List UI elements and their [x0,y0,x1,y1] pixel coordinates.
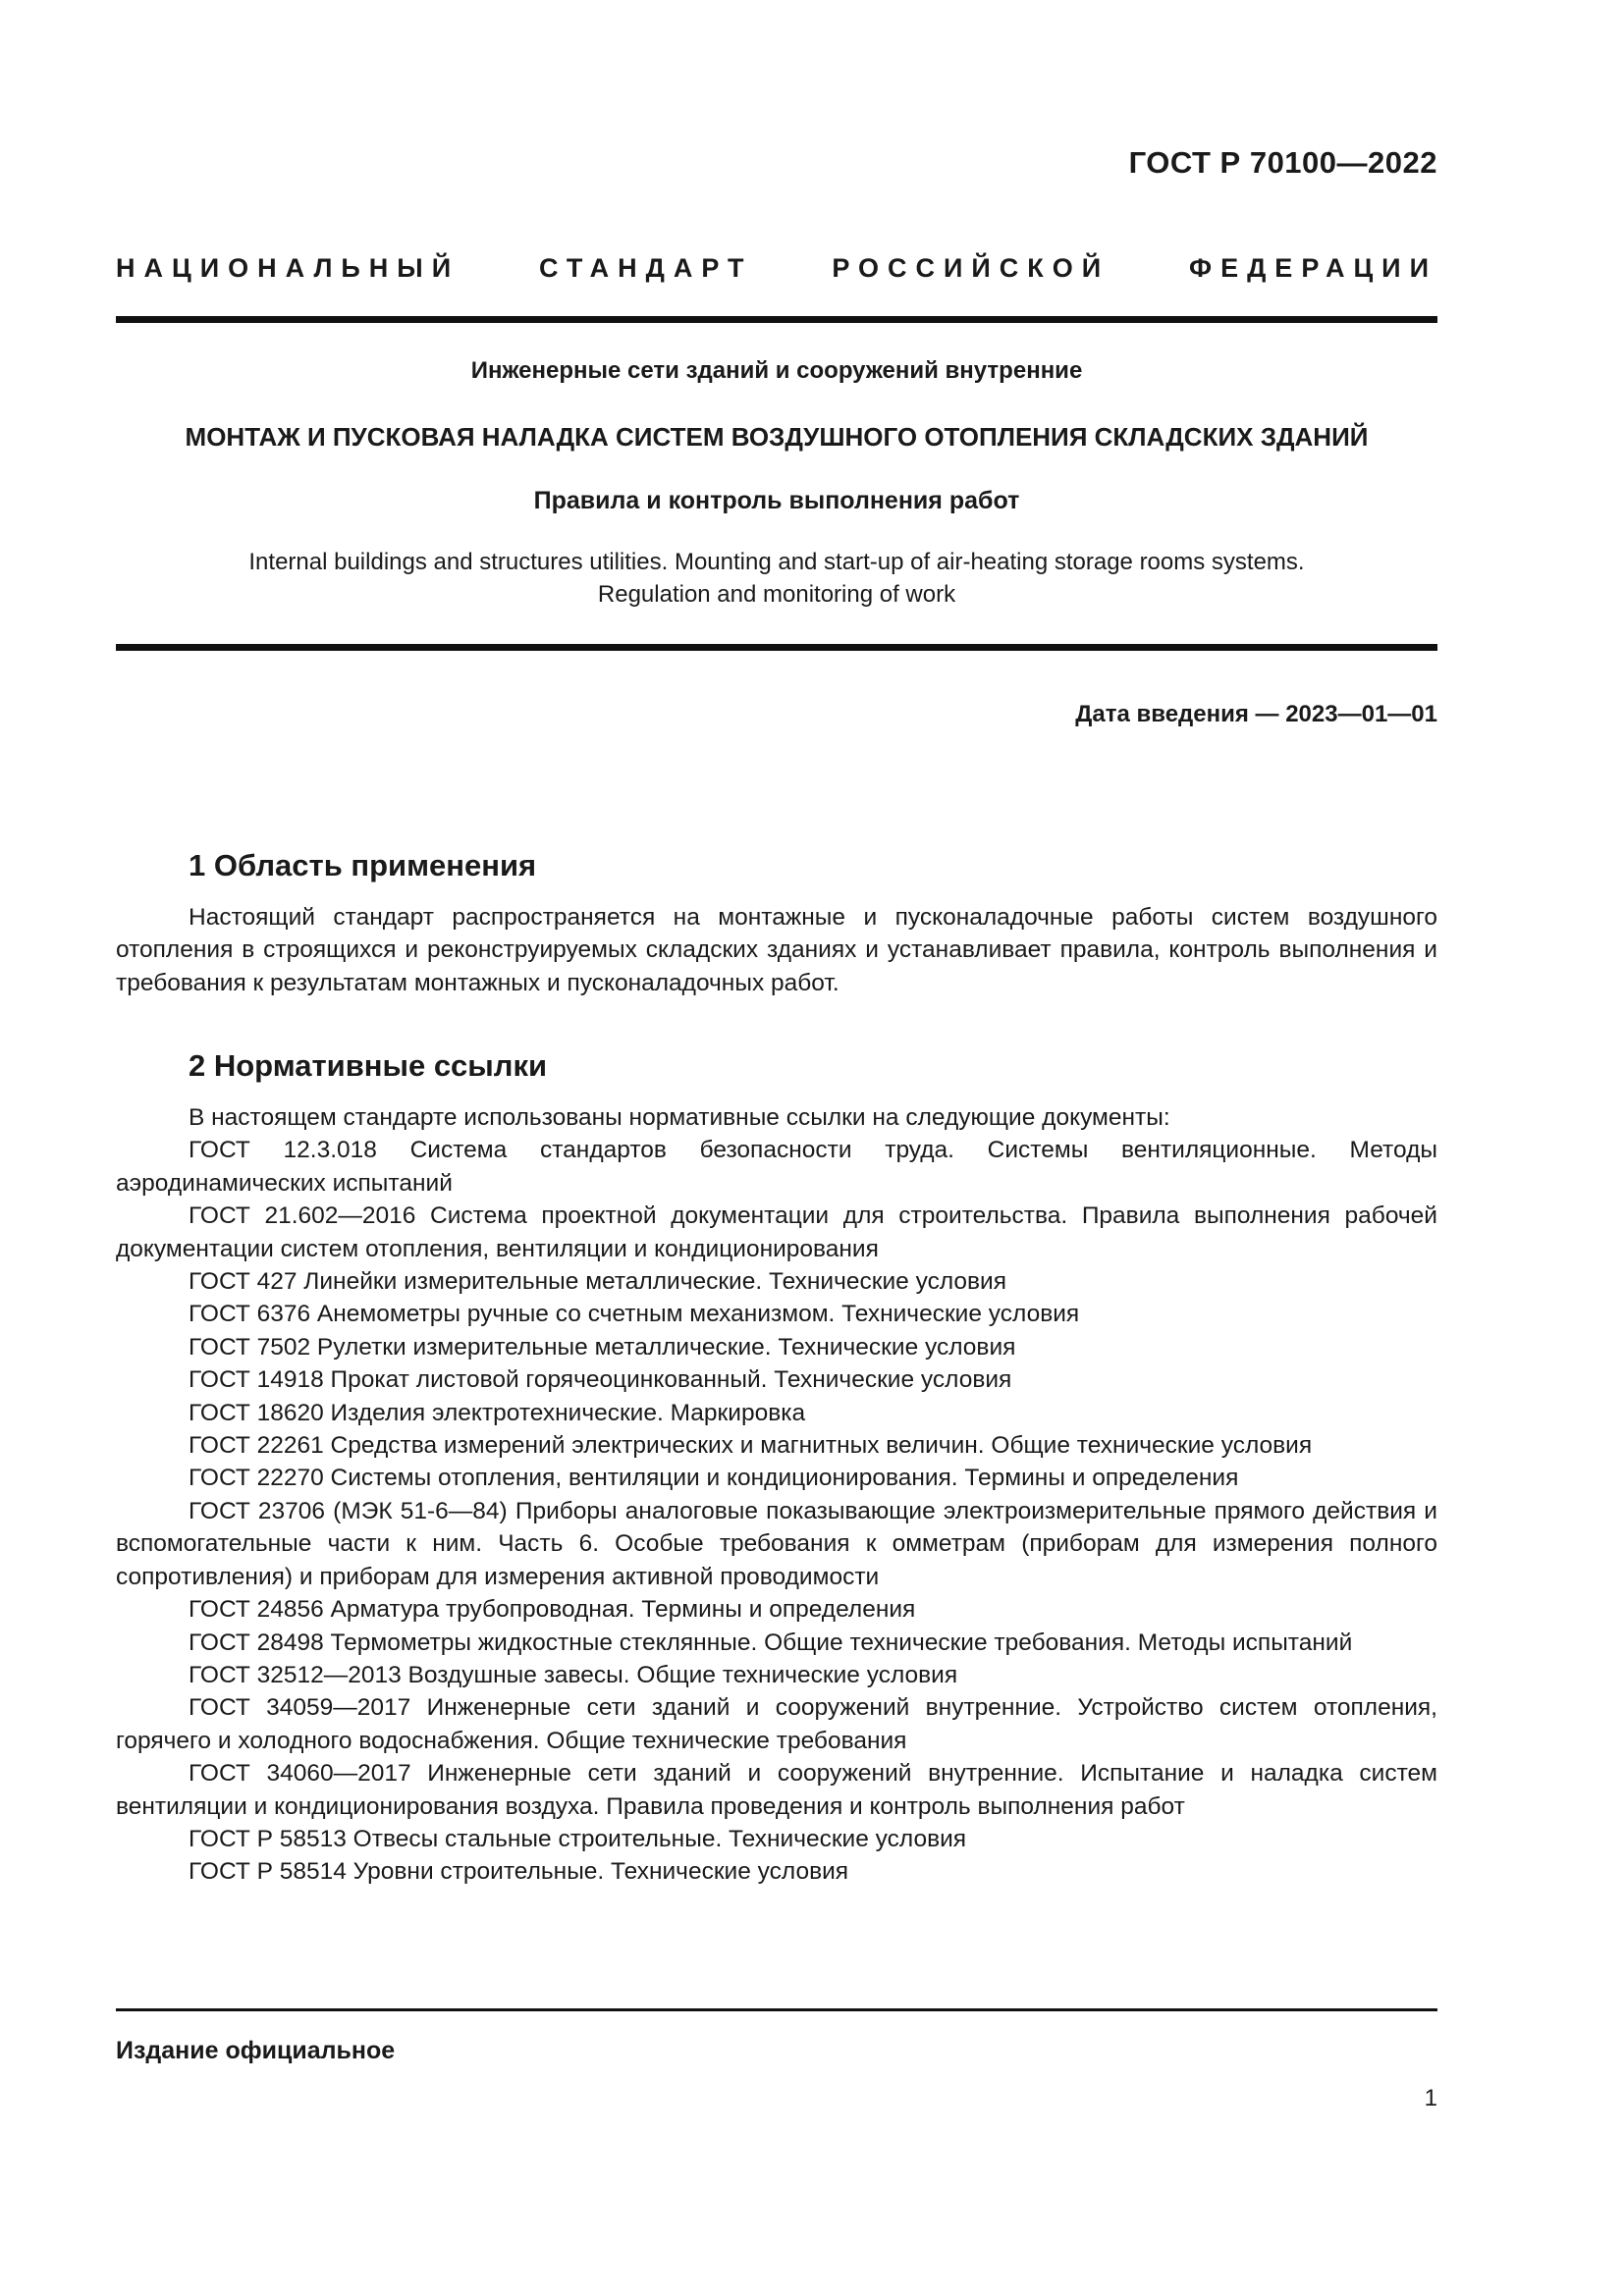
reference-item: ГОСТ Р 58514 Уровни строительные. Технические условия [189,1858,849,1886]
main-title: МОНТАЖ И ПУСКОВАЯ НАЛАДКА СИСТЕМ ВОЗДУШНОГО ОТОПЛЕНИЯ СКЛАДСКИХ ЗДАНИЙ [185,422,1369,452]
english-title-line-1: Internal buildings and structures utilities. Mounting and start-up of air-heating storage rooms systems. [248,549,1305,575]
reference-item: ГОСТ 32512—2013 Воздушные завесы. Общие технические условия [189,1661,958,1688]
section-scope [116,848,1437,999]
english-title [116,546,1437,611]
reference-item: ГОСТ 12.3.018 Система стандартов безопасности труда. Системы вентиляционные. Методы аэродинамических испытаний [116,1137,1437,1197]
reference-item: ГОСТ 23706 (МЭК 51-6—84) Приборы аналоговые показывающие электроизмерительные прямого действия и вспомогательные части к ним. Часть 6. Особые требования к омметрам (приборам для измерения полного сопротивления) и приборам для измерения активной проводимости [116,1497,1437,1590]
document-number: ГОСТ Р 70100—2022 [1128,145,1437,180]
reference-item: ГОСТ 34059—2017 Инженерные сети зданий и сооружений внутренние. Устройство систем отопления, горячего и холодного водоснабжения. Общие технические требования [116,1694,1437,1754]
reference-item: ГОСТ 34060—2017 Инженерные сети зданий и сооружений внутренние. Испытание и наладка систем вентиляции и кондиционирования воздуха. Правила проведения и контроль выполнения работ [116,1760,1437,1820]
standard-type-title: НАЦИОНАЛЬНЫЙ СТАНДАРТ РОССИЙСКОЙ ФЕДЕРАЦИИ [116,253,1437,283]
reference-item: ГОСТ 427 Линейки измерительные металлические. Технические условия [189,1268,1006,1296]
subtitle-utilities: Инженерные сети зданий и сооружений внутренние [470,357,1083,384]
title-bottom-divider [116,644,1437,651]
reference-item: ГОСТ 24856 Арматура трубопроводная. Термины и определения [189,1596,916,1624]
reference-item: ГОСТ 18620 Изделия электротехнические. Маркировка [189,1399,806,1426]
section-normative-references [116,1048,1437,1889]
reference-item: ГОСТ Р 58513 Отвесы стальные строительные. Технические условия [189,1825,967,1852]
section-2-lead: В настоящем стандарте использованы нормативные ссылки на следующие документы: [189,1104,1170,1131]
reference-item: ГОСТ 22261 Средства измерений электрических и магнитных величин. Общие технические условия [189,1432,1313,1460]
reference-item: ГОСТ 22270 Системы отопления, вентиляции и кондиционирования. Термины и определения [189,1465,1239,1492]
top-divider [116,316,1437,323]
introduction-date: Дата введения — 2023—01—01 [1075,701,1437,727]
footer-divider [116,2008,1437,2011]
official-edition-label: Издание официальное [116,2037,396,2064]
reference-item: ГОСТ 7502 Рулетки измерительные металлические. Технические условия [189,1333,1016,1361]
english-title-line-2: Regulation and monitoring of work [597,581,956,608]
section-2-heading: 2 Нормативные ссылки [189,1048,548,1083]
reference-item: ГОСТ 14918 Прокат листовой горячеоцинкованный. Технические условия [189,1366,1012,1394]
section-1-heading: 1 Область применения [189,848,537,882]
reference-item: ГОСТ 21.602—2016 Система проектной документации для строительства. Правила выполнения рабочей документации систем отопления, вентиляции и кондиционирования [116,1202,1437,1262]
subtitle-rules: Правила и контроль выполнения работ [533,487,1020,514]
page-number: 1 [1424,2085,1437,2111]
section-1-text: Настоящий стандарт распространяется на монтажные и пусконаладочные работы систем воздушного отопления в строящихся и реконструируемых складских зданиях и устанавливает правила, контроль выполнения и требования к результатам монтажных и пусконаладочных работ. [116,904,1437,996]
reference-item: ГОСТ 28498 Термометры жидкостные стеклянные. Общие технические требования. Методы испытаний [189,1629,1353,1656]
reference-item: ГОСТ 6376 Анемометры ручные со счетным механизмом. Технические условия [189,1301,1080,1328]
